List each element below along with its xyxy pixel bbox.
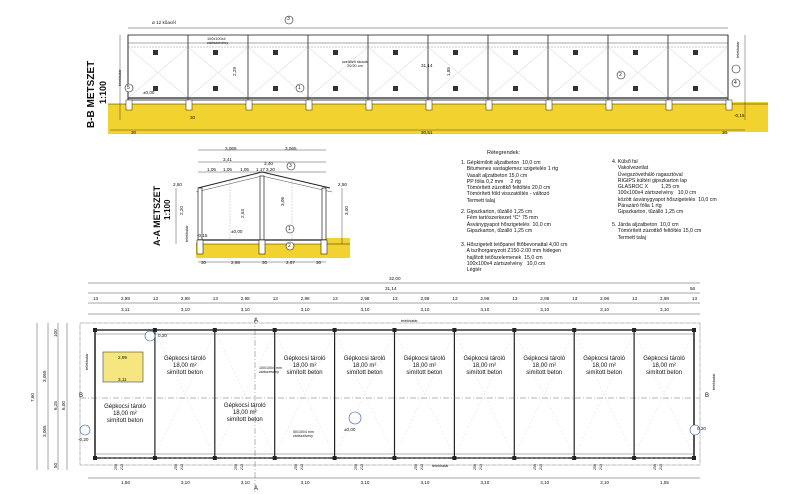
plan-column-top — [93, 328, 97, 332]
room-text: 18,00 m² — [352, 363, 377, 369]
plan-level-marker-center — [349, 412, 361, 424]
plan-column-bottom — [452, 456, 456, 460]
bb-level-right: -0,15 — [734, 113, 745, 118]
bb-vent-upper — [573, 50, 578, 55]
aa-dim-third-3: 1,05 — [240, 167, 249, 172]
aa-left-side: 2,20 — [179, 206, 184, 215]
plan-bottom-span-dim: 3,10 — [420, 480, 430, 485]
room-text: 18,00 m² — [532, 363, 557, 369]
plan-telekhatar-bottom: telekhatár — [432, 464, 449, 468]
plan-top-gap-dim: 13 — [692, 296, 698, 301]
plan-column-top — [632, 328, 636, 332]
bb-vent-lower — [273, 86, 278, 91]
plan-second-span-dim: 3,10 — [600, 307, 610, 312]
plan-left-total: 7,60 — [30, 393, 35, 402]
plan-column-top — [153, 328, 157, 332]
garage-room-label — [574, 356, 634, 377]
plan-column-bottom — [213, 456, 217, 460]
plan-column-bottom — [632, 456, 636, 460]
legend-item-4: 4. Külső fal Vakolvezetlat Üvegszövetháló ragasztóval RIGIPS kültéri gipszkarton lap GLASROC X 1,25 cm 100x100x4 zártszelvény 10,0 cm között ásványgyapot hőszigetelés 10,0 cm Párazáró fólia 1 rtg Gipszkarton, tűzálló 1,25 cm — [612, 159, 717, 216]
garage-room-label — [634, 356, 694, 377]
plan-level-left: -0,20 — [78, 437, 89, 442]
plan-length: 31,14 — [385, 286, 397, 291]
plan-bottom-small-dim: 250 — [533, 464, 538, 470]
section-marker-a-top: A — [254, 318, 259, 324]
plan-column-top — [393, 328, 397, 332]
room-text: simított beton — [586, 370, 623, 376]
plan-bottom-small-dim: 213 — [479, 464, 484, 470]
plan-second-span-dim: 3,10 — [240, 307, 250, 312]
plan-level-top: 0,20 — [158, 333, 167, 338]
room-text: Gépkocsi tároló — [223, 403, 266, 409]
aa-dim-third-1: 1,05 — [207, 167, 216, 172]
plan-column-bottom — [153, 456, 157, 460]
plan-top-span-dim: 2,98 — [240, 296, 250, 301]
column-note: 50/100/4 mm zártszelvény — [293, 430, 314, 438]
plan-column-top — [572, 328, 576, 332]
room-text: Gépkocsi tároló — [643, 356, 685, 362]
aa-footing — [259, 240, 265, 254]
plan-column-bottom — [273, 456, 277, 460]
legend-item-2: 2. Gipszkarton, tűzálló 1,25 cm Fém tartószerkezet °C° 75 mm Ásványgyapot hőszigetelés 10,0 cm Gipszkarton, tűzálló 1,25 cm — [461, 209, 551, 234]
room-text: simított beton — [346, 370, 383, 376]
room-text: Gépkocsi tároló — [463, 356, 506, 362]
plan-bottom-small-dim: 250 — [233, 464, 238, 470]
plan-top-span-dim: 2,98 — [540, 296, 550, 301]
room-text: simított beton — [526, 370, 563, 376]
section-marker-b-left: B — [79, 393, 84, 399]
aa-right-side: 3,00 — [344, 206, 349, 215]
aa-callout-3: 3 — [289, 163, 292, 169]
bb-footing — [186, 100, 192, 110]
plan-level-zero: ±0,00 — [344, 427, 356, 432]
plan-column-bottom — [512, 456, 516, 460]
room-text: Gépkocsi tároló — [403, 356, 446, 362]
room-text: 18,00 m² — [232, 410, 257, 416]
aa-dim-top-2: 3,065 — [285, 146, 297, 151]
plan-level-marker-left — [80, 425, 90, 435]
plan-boundary — [80, 323, 700, 465]
aa-dim-second-2: 3,40 — [264, 161, 273, 166]
bb-vent-upper — [693, 50, 698, 55]
section-marker-a-bottom: A — [254, 486, 259, 492]
bb-footing — [246, 100, 252, 110]
bb-callout-circle-4b — [732, 65, 740, 73]
plan-level-right: 0,20 — [697, 426, 706, 431]
section-aa-scale: 1:100 — [163, 199, 172, 220]
plan-bottom-small-dim: 213 — [179, 464, 184, 470]
bb-callout-5: 5 — [127, 85, 130, 91]
aa-minus-level: -0,15 — [197, 233, 208, 238]
plan-column-top — [452, 328, 456, 332]
plan-bottom-small-dim: 213 — [120, 464, 124, 470]
room-text: 18,00 m² — [592, 363, 616, 369]
bb-telekhatar-left: telekhatár — [118, 69, 122, 86]
plan-left-dim-2: 3,065 — [42, 370, 47, 382]
plan-telekhatar-left: telekhatár — [85, 353, 89, 370]
plan-second-span-dim: 3,10 — [540, 307, 550, 312]
room-text: 18,00 m² — [652, 363, 676, 369]
plan-top-gap-dim: 13 — [392, 296, 398, 301]
plan-bottom-span-dim: 1,56 — [120, 480, 130, 485]
bb-footing — [666, 100, 672, 110]
garage-room-label — [275, 356, 335, 377]
bb-footing — [126, 100, 132, 110]
aa-inner-h: 2,53 — [240, 209, 245, 218]
plan-second-span-dim: 3,10 — [660, 307, 669, 312]
bb-vent-upper — [273, 50, 278, 55]
aa-wall-right — [322, 188, 326, 240]
plan-bottom-small-dim: 250 — [473, 464, 478, 470]
plan-bottom-small-dim: 250 — [353, 464, 358, 470]
plan-bottom-span-dim: 1,55 — [660, 480, 669, 485]
aa-bottom-dim-5: 30 — [316, 260, 322, 265]
bb-end-left: 30 — [131, 130, 137, 135]
aa-dim-third-2: 1,05 — [223, 167, 232, 172]
garage-room-label — [514, 356, 574, 377]
room-text: simított beton — [286, 370, 323, 376]
garage-room-label — [335, 356, 395, 377]
plan-top-gap-dim: 13 — [512, 296, 518, 301]
garage-room-label — [155, 356, 215, 377]
plan-top-span-dim: 2,98 — [480, 296, 490, 301]
legend-item-1: 1. Gépkimilott aljzatbeton 10,0 cm Bitumenes vastaglemez szigetelés 1 rtg Vasalt aljzatbeton 15,0 cm PP fólia 0,2 mm 2 rtg Tömörített zúzottkő feltöltés 20,0 cm Tömörített föld visszatöltés - változó Termett talaj — [461, 160, 559, 204]
section-marker-b-right: B — [705, 393, 710, 399]
plan-top-gap-dim: 13 — [572, 296, 578, 301]
room-text: 18,00 m² — [113, 411, 137, 417]
partition-note: 100/100/4 mm zártszelvény — [259, 366, 282, 374]
first-room-dim-b: 3,11 — [118, 377, 127, 382]
room-text: Gépkocsi tároló — [343, 356, 386, 362]
garage-room-label — [454, 356, 514, 377]
bb-vent-upper — [153, 50, 158, 55]
bb-footing — [486, 100, 492, 110]
plan-top-gap-dim: 13 — [152, 296, 159, 301]
bb-plinth: 30 — [190, 115, 196, 120]
plan-bottom-span-dim: 3,10 — [480, 480, 490, 485]
bb-vent-lower — [333, 86, 338, 91]
garage-room-label — [95, 404, 155, 425]
plan-column-top — [692, 328, 696, 332]
bb-vent-upper — [333, 50, 338, 55]
aa-bottom-dim-3: 30 — [262, 260, 268, 265]
plan-column-bottom — [393, 456, 397, 460]
aa-dim-third-5: 3,20 — [266, 167, 275, 172]
plan-top-gap-dim: 13 — [632, 296, 638, 301]
plan-bottom-small-dim: 250 — [173, 464, 178, 470]
plan-left-dim-6: 50 — [53, 462, 58, 468]
aa-zero-level: ±0,00 — [231, 229, 243, 234]
bb-vent-lower — [513, 86, 518, 91]
room-text: simított beton — [166, 370, 203, 376]
room-text: simított beton — [226, 417, 263, 423]
bb-ground-fill — [108, 104, 728, 134]
plan-second-span-dim: 3,10 — [300, 307, 310, 312]
plan-column-bottom — [692, 456, 696, 460]
plan-top-span-dim: 2,98 — [660, 296, 669, 301]
plan-top-gap-dim: 13 — [332, 296, 338, 301]
plan-column-bottom — [333, 456, 337, 460]
plan-column-top — [333, 328, 337, 332]
garage-room-label — [394, 356, 454, 377]
plan-top-span-dim: 2,98 — [180, 296, 190, 301]
room-text: simított beton — [406, 370, 443, 376]
section-bb-scale: 1:100 — [98, 80, 108, 104]
plan-bottom-small-dim: 213 — [359, 464, 364, 470]
plan-bottom-span-dim: 3,10 — [540, 480, 550, 485]
plan-second-span-dim: 3,10 — [360, 307, 370, 312]
bb-vent-upper — [633, 50, 638, 55]
bb-ventilation-note: szellőző rácsok 20/20 cm — [342, 60, 368, 69]
bb-footing — [426, 100, 432, 110]
plan-bottom-span-dim: 3,10 — [300, 480, 310, 485]
bb-vent-lower — [453, 86, 458, 91]
bb-vent-upper — [453, 50, 458, 55]
legend-heading: Rétegrendek: — [487, 150, 521, 156]
plan-bottom-small-dim: 213 — [419, 464, 424, 470]
aa-bottom-dim-4: 2,67 — [286, 260, 295, 265]
plan-top-span-dim: 2,98 — [300, 296, 310, 301]
room-text: 18,00 m² — [472, 363, 497, 369]
room-text: Gépkocsi tároló — [583, 356, 625, 362]
aa-ridge-h: 3,06 — [280, 197, 285, 206]
plan-column-top — [512, 328, 516, 332]
bb-vent-lower — [573, 86, 578, 91]
aa-ground-right-fill — [326, 238, 350, 258]
aa-footing — [197, 240, 203, 254]
aa-telekhatar: telekhatár — [185, 225, 189, 242]
bb-callout-1: 1 — [298, 85, 301, 91]
plan-bottom-small-dim: 250 — [114, 464, 118, 470]
room-text: Gépkocsi tároló — [164, 356, 206, 362]
plan-bottom-small-dim: 250 — [653, 464, 658, 470]
plan-column-top — [213, 328, 217, 332]
legend-item-3: 3. Hőszigetelt tetőpanel fltőbevonattal 4,00 cm A tszlhorganyzott Z150-2.00 mm hidegen hajlított tetőszelemenek 15,0 cm 100x100x4 zártszelvény 10,0 cm Légtér — [461, 242, 568, 274]
bb-telekhatar-right: telekhatár — [736, 41, 740, 58]
aa-callout-2: 2 — [288, 243, 291, 249]
plan-bottom-small-dim: 250 — [593, 464, 598, 470]
aa-bottom-dim-2: 2,68 — [231, 260, 240, 265]
bb-total-dim: 30,51 — [421, 130, 433, 135]
aa-dim-second-1: 3,41 — [223, 157, 232, 162]
bb-vent-lower — [633, 86, 638, 91]
plan-left-dim-4: 6,00 — [61, 401, 66, 410]
aa-dim-top-1: 3,065 — [225, 146, 237, 151]
plan-telekhatar-top: telekhatár — [401, 319, 418, 323]
plan-bottom-span-dim: 3,10 — [600, 480, 610, 485]
bb-top-note: ø 12 kőacél — [152, 20, 176, 25]
bb-vent-upper — [213, 50, 218, 55]
bb-vent-lower — [213, 86, 218, 91]
room-text: simított beton — [106, 418, 143, 424]
plan-bottom-span-dim: 3,10 — [180, 480, 190, 485]
room-text: simított beton — [466, 370, 503, 376]
plan-bottom-span-dim: 3,10 — [240, 480, 250, 485]
plan-bottom-span-dim: 3,10 — [360, 480, 370, 485]
plan-column-bottom — [572, 456, 576, 460]
plan-boundary-dashed — [80, 323, 700, 465]
plan-bottom-small-dim: 213 — [239, 464, 244, 470]
bb-footing — [726, 100, 732, 110]
aa-footing — [321, 240, 327, 254]
plan-top-span-dim: 2,98 — [420, 296, 430, 301]
aa-bottom-dim-1: 30 — [201, 260, 207, 265]
garage-room-label — [215, 403, 275, 424]
aa-dim-third-4: 1,17 — [256, 167, 265, 172]
bb-callout-4: 4 — [734, 80, 737, 86]
plan-top-span-dim: 2,98 — [360, 296, 370, 301]
bb-profile-note: 100x100x4 zártszelvény — [207, 37, 229, 46]
section-aa-title: A-A METSZET — [152, 185, 162, 246]
legend-item-5: 5. Járda aljzatbeton 10,0 cm Tömörített zúzottkő feltöltés 15,0 cm Termett talaj — [612, 222, 702, 241]
plan-column-top — [273, 328, 277, 332]
bb-footing — [306, 100, 312, 110]
plan-bottom-small-dim: 213 — [539, 464, 544, 470]
section-bb-title: B-B METSZET — [86, 60, 97, 128]
plan-bottom-small-dim: 250 — [413, 464, 418, 470]
room-text: 18,00 m² — [292, 363, 317, 369]
plan-second-span-dim: 3,11 — [120, 307, 130, 312]
first-room-dim-a: 2,99 — [118, 355, 127, 360]
bb-end-right: 30 — [722, 130, 728, 135]
bb-footing — [366, 100, 372, 110]
bb-h-185: 1,85 — [446, 67, 451, 76]
bb-length-dim: 31,14 — [421, 63, 433, 68]
room-text: 18,00 m² — [412, 363, 437, 369]
bb-vent-upper — [513, 50, 518, 55]
aa-wall-center — [260, 176, 264, 240]
bb-callout-2: 2 — [619, 72, 622, 78]
room-text: simított beton — [646, 370, 683, 376]
plan-second-span-dim: 3,10 — [420, 307, 430, 312]
room-text: 18,00 m² — [173, 363, 197, 369]
plan-top-gap-dim: 13 — [212, 296, 218, 301]
plan-bottom-small-dim: 213 — [299, 464, 304, 470]
plan-right-small: 56 — [690, 286, 696, 291]
plan-bottom-small-dim: 250 — [293, 464, 298, 470]
bb-vent-lower — [393, 86, 398, 91]
bb-zero-level: ±0,00 — [143, 90, 155, 95]
plan-left-dim-5: 3,065 — [42, 425, 47, 437]
plan-bottom-small-dim: 213 — [659, 464, 664, 470]
bb-vent-upper — [393, 50, 398, 55]
plan-level-marker-top — [145, 331, 155, 341]
aa-callout-1: 1 — [288, 226, 291, 232]
room-text: Gépkocsi tároló — [523, 356, 566, 362]
room-text: Gépkocsi tároló — [283, 356, 326, 362]
bb-vent-lower — [693, 86, 698, 91]
bb-callout-3: 3 — [287, 16, 290, 22]
aa-right-level: 2,50 — [338, 182, 347, 187]
plan-total-top: 32,00 — [389, 276, 401, 281]
plan-top-gap-dim: 13 — [452, 296, 458, 301]
bb-h-229: 2,29 — [232, 67, 237, 76]
plan-top-span-dim: 2,98 — [120, 296, 130, 301]
plan-left-dim-3: 6,25 — [53, 401, 58, 410]
plan-telekhatar-right: telekhatár — [712, 373, 716, 390]
plan-left-dim-1: 100 — [53, 329, 58, 337]
plan-top-span-dim: 2,98 — [600, 296, 610, 301]
plan-bottom-small-dim: 213 — [599, 464, 604, 470]
bb-footing — [546, 100, 552, 110]
plan-top-gap-dim: 13 — [272, 296, 278, 301]
aa-left-level: 2,50 — [173, 182, 182, 187]
plan-column-bottom — [93, 456, 97, 460]
plan-top-gap-dim: 13 — [93, 296, 99, 301]
bb-footing — [606, 100, 612, 110]
plan-second-span-dim: 3,10 — [480, 307, 490, 312]
plan-second-span-dim: 3,10 — [180, 307, 190, 312]
room-text: Gépkocsi tároló — [104, 404, 146, 410]
